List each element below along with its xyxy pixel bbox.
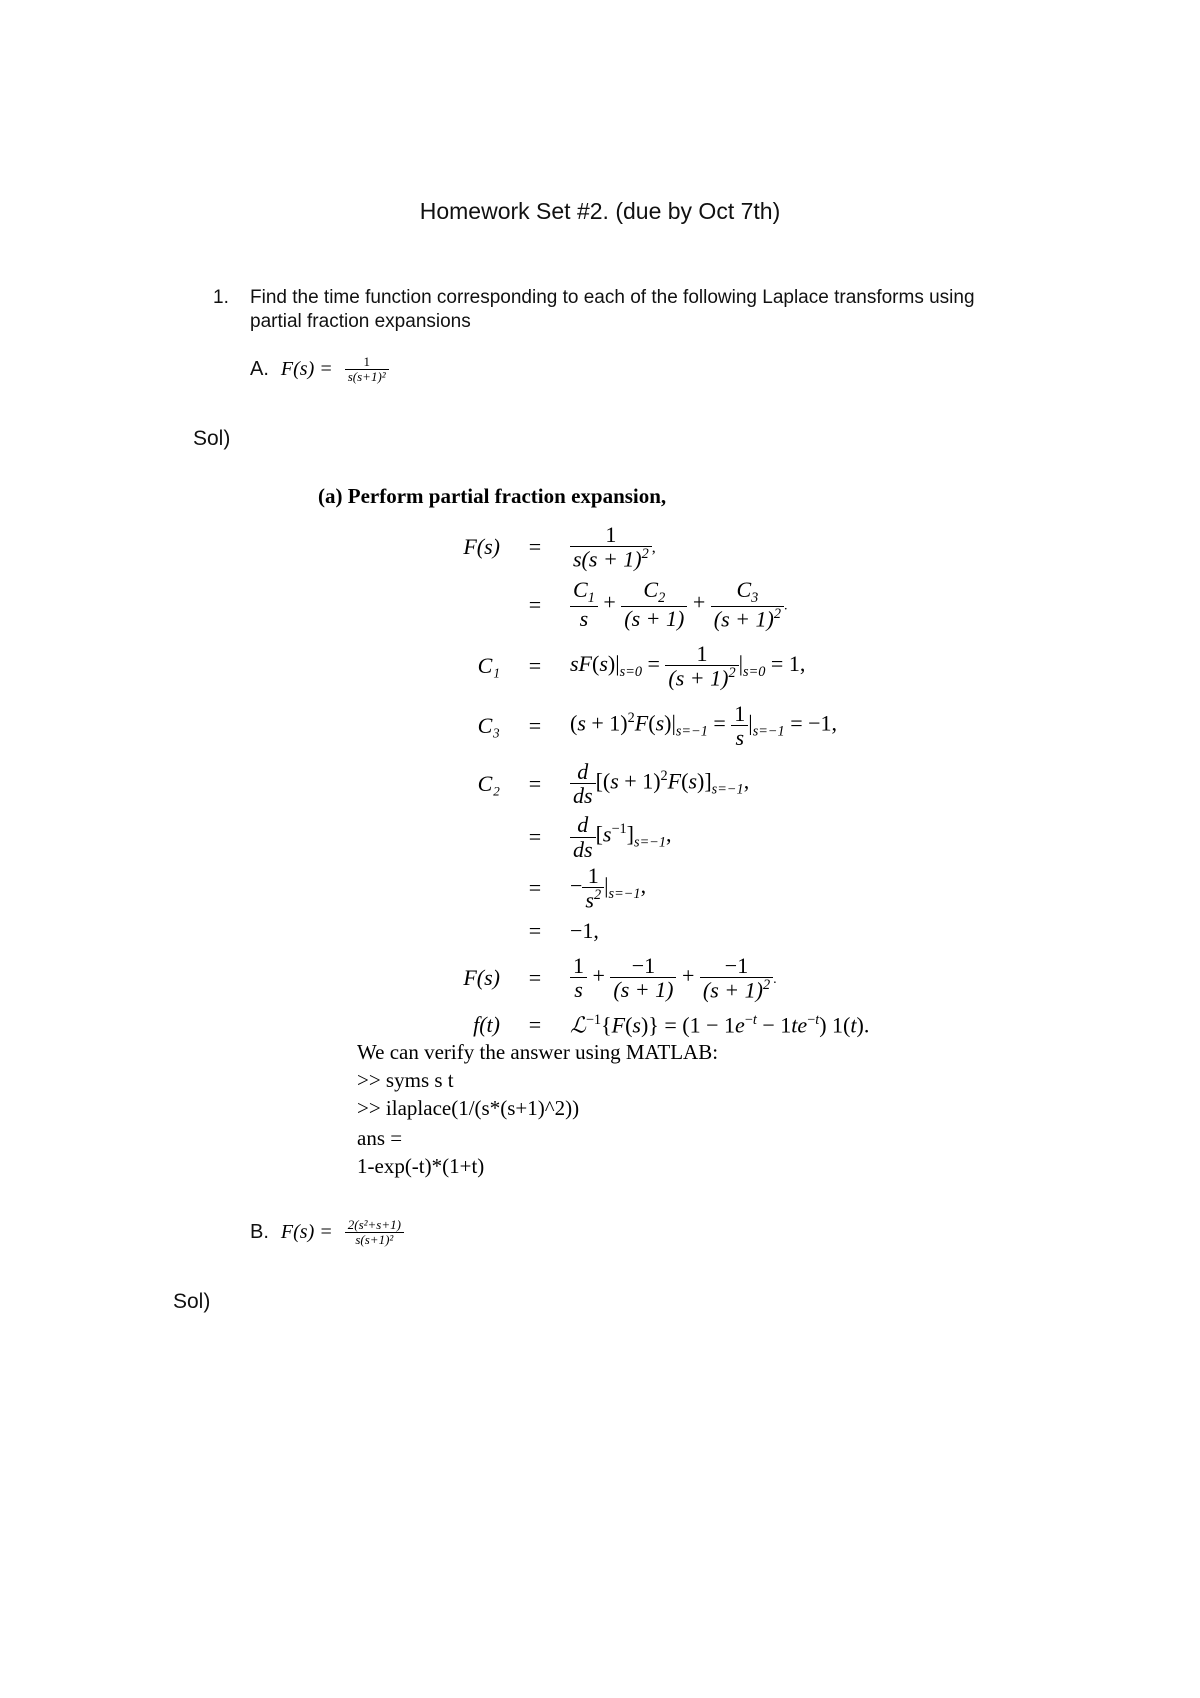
eq-sign: = [528,824,542,849]
eq-row-2 [390,577,787,632]
eq-sign: = [528,1012,542,1037]
eq-rhs: ℒ$^{-1}${F(s)} = $(1 - 1e^{-t} - 1te^{-t})$ 1(t). [570,1011,870,1038]
question-text-line2: partial fraction expansions [250,311,471,332]
solution-heading: (a) Perform partial fraction expansion, [318,484,667,508]
eq-lhs: F(s) [463,534,500,559]
part-b [250,1218,404,1246]
eq-rhs: − $\frac{1}{s^2}$ $|_{s=-1}$, [570,863,647,913]
part-a-label: A. [250,357,269,380]
eq-sign: = [528,591,542,617]
part-a [250,355,389,383]
eq-lhs: f(t) [473,1012,500,1037]
part-b-fraction [345,1218,404,1246]
eq-rhs: $(s + 1)^2F(s)|_{s=-1}$ = $\frac{1}{s}$ $|_{s=-1} = -1$, [570,700,838,750]
eq-lhs: C₂ [477,770,500,796]
eq-rhs: $\frac{1}{s}$ + $\frac{-1}{(s + 1)}$ + $\frac{-1}{(s + 1)^2}$ . [570,954,777,1002]
sol-label-b: Sol) [173,1290,211,1313]
eq-row-1 [390,522,656,572]
page-title: Homework Set #2. (due by Oct 7th) [419,198,781,224]
eq-lhs: C₃ [477,712,500,738]
eq-lhs: F(s) [463,964,500,990]
part-a-denominator: s(s+1)² [345,369,389,384]
verify-text: We can verify the answer using MATLAB: [357,1040,719,1064]
code-line-2: >> ilaplace(1/(s*(s+1)^2)) [357,1096,580,1120]
part-b-numerator: 2(s²+s+1) [347,1217,401,1232]
code-line-3: ans = [357,1126,403,1150]
eq-lhs: C₁ [477,652,500,678]
part-b-label: B. [250,1220,269,1243]
eq-row-c3 [390,698,837,753]
eq-sign: = [528,652,542,678]
code-line-4: 1-exp(-t)*(1+t) [357,1154,485,1178]
eq-row-7 [390,862,646,914]
part-a-numerator: 1 [363,354,370,369]
part-b-denominator: s(s+1)² [345,1232,404,1247]
eq-row-8 [390,914,599,948]
eq-row-c1 [390,638,805,693]
question-text-line1: Find the time function corresponding to each of the following Laplace transforms using [250,287,975,308]
eq-sign: = [528,534,542,559]
eq-row-c2 [390,756,749,811]
eq-row-fs [390,950,777,1005]
code-line-1: >> syms s t [357,1068,454,1092]
eq-rhs: $\frac{d}{ds}$ $[s^{-1}]_{s=-1}$, [570,813,672,860]
eq-rhs: −1, [570,918,599,943]
eq-sign: = [528,712,542,738]
eq-sign: = [528,964,542,990]
eq-row-ft [390,1008,869,1042]
part-b-lhs: F(s) = [280,1220,333,1243]
eq-rhs: $\frac{d}{ds}$ $[(s + 1)^2F(s)]_{s=-1}$, [570,760,749,807]
eq-rhs: $\frac{C_1}{s}$ + $\frac{C_2}{(s + 1)}$ + $\frac{C_3}{(s + 1)^2}$ . [570,578,787,631]
eq-row-6 [390,812,672,862]
eq-sign: = [528,770,542,796]
eq-sign: = [528,918,542,943]
sol-label-a: Sol) [193,427,231,450]
part-a-lhs: F(s) = [280,357,333,380]
eq-sign: = [528,875,542,900]
part-a-fraction [345,355,389,383]
question-number: 1. [213,287,229,308]
eq-rhs: $\frac{1}{s(s + 1)^2}$ , [570,523,656,571]
eq-rhs: $sF(s)|_{s=0}$ = $\frac{1}{(s + 1)^2}$ $|_{s=0} = 1$, [570,640,806,691]
